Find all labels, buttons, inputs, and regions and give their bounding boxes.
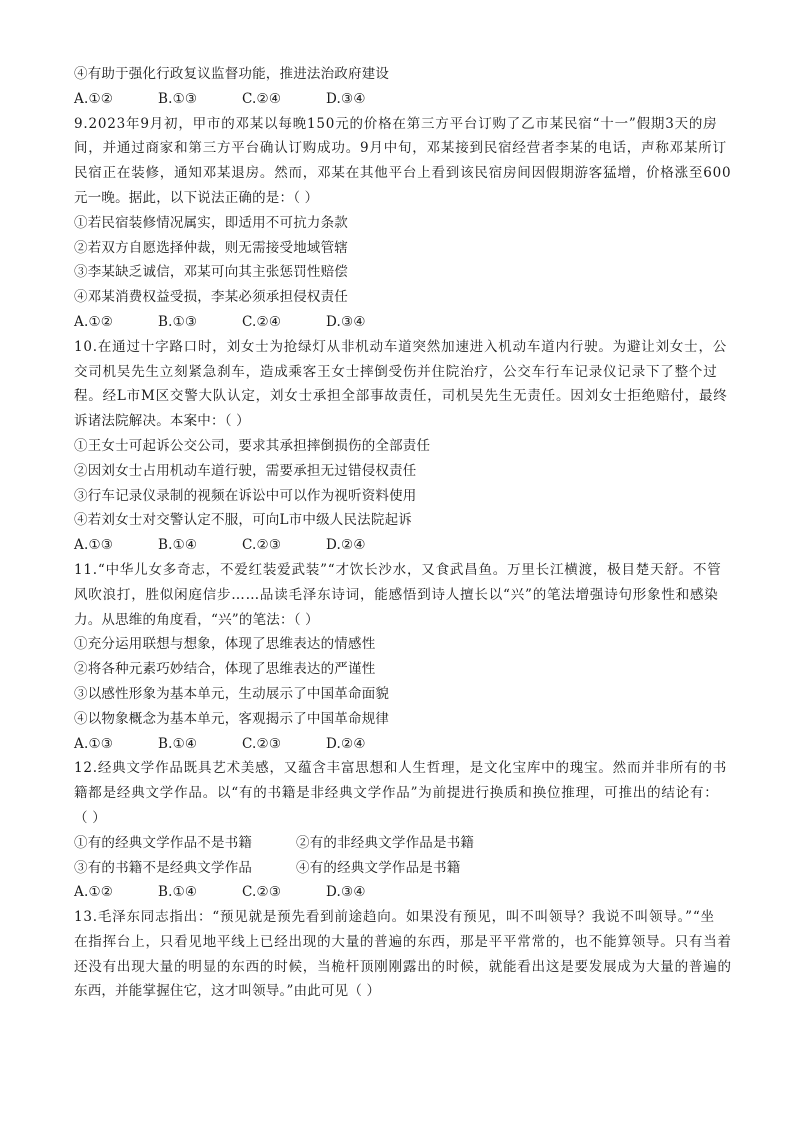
q12-statements-row-1 [74, 831, 734, 856]
exam-questions [74, 62, 734, 1004]
q10-statement-4: ④若刘女士对交警认定不服，可向L市中级人民法院起诉 [74, 512, 412, 529]
q10-options [74, 533, 734, 558]
q9-stem-line-3: 民宿正在装修，通知邓某退房。然而，邓某在其他平台上看到该民宿房间因假期游客猛增，价格涨至600 [74, 165, 732, 182]
q12-stem-line-1: 12.经典文学作品既具艺术美感，又蕴含丰富思想和人生哲理，是文化宝库中的瑰宝。然而并非所有的书 [74, 760, 728, 777]
q10-stem-line-3: 程。经L市M区交警大队认定，刘女士承担全部事故责任，司机吴先生无责任。因刘女士拒绝赔付，最终 [74, 388, 728, 405]
q12-stem-line-3: （ ） [74, 809, 106, 826]
q9-statement-2: ②若双方自愿选择仲裁，则无需接受地域管辖 [74, 239, 348, 256]
q11-option-b: B.①④ [158, 735, 198, 752]
q11-statement-3: ③以感性形象为基本单元，生动展示了中国革命面貌 [74, 685, 390, 702]
q11-statement-4: ④以物象概念为基本单元，客观揭示了中国革命规律 [74, 710, 390, 727]
q8-option-b: B.①③ [158, 90, 198, 107]
q9-statement-3: ③李某缺乏诚信，邓某可向其主张惩罚性赔偿 [74, 264, 348, 281]
q9-statement-1: ①若民宿装修情况属实，即适用不可抗力条款 [74, 214, 348, 231]
q10-stem-line-4: 诉诸法院解决。本案中：（ ） [74, 413, 250, 430]
q8-option-a: A.①② [74, 90, 114, 107]
q12-statement-1: ①有的经典文学作品不是书籍 [74, 834, 253, 851]
q10-option-c: C.②③ [242, 537, 282, 554]
q11-statement-1: ①充分运用联想与想象，体现了思维表达的情感性 [74, 636, 376, 653]
q12-option-d: D.③④ [326, 884, 366, 901]
q9-option-a: A.①② [74, 313, 114, 330]
q11-options [74, 732, 734, 757]
q12-statement-2: ②有的非经典文学作品是书籍 [296, 834, 475, 851]
q12-stem-line-2: 籍都是经典文学作品。以“有的书籍是非经典文学作品”为前提进行换质和换位推理，可推出的结论有： [74, 785, 719, 802]
q13-stem-line-3: 还没有出现大量的明显的东西的时候，当桅杆顶刚刚露出的时候，就能看出这是要发展成为大量的普遍的 [74, 958, 732, 975]
q8-option-d: D.③④ [326, 90, 366, 107]
q9-stem-line-2: 间，并通过商家和第三方平台确认订购成功。9月中旬，邓某接到民宿经营者李某的电话，声称邓某所订 [74, 140, 727, 157]
q11-statement-2: ②将各种元素巧妙结合，体现了思维表达的严谨性 [74, 661, 376, 678]
q11-stem-line-2: 风吹浪打，胜似闲庭信步……品读毛泽东诗词，能感悟到诗人擅长以“兴”的笔法增强诗句形象性和感染 [74, 586, 719, 603]
q9-options [74, 310, 734, 335]
q12-option-c: C.②③ [242, 884, 282, 901]
q9-stem-line-1: 9.2023年9月初，甲市的邓某以每晚150元的价格在第三方平台订购了乙市某民宿“十一”假期3天的房 [74, 115, 718, 132]
q8-option-c: C.②④ [242, 90, 282, 107]
q10-stem-line-1: 10.在通过十字路口时，刘女士为抢绿灯从非机动车道突然加速进入机动车道内行驶。为避让刘女士，公 [74, 338, 728, 355]
q9-stem-line-4: 元一晚。据此，以下说法正确的是：（ ） [74, 189, 319, 206]
q9-option-c: C.②④ [242, 313, 282, 330]
q10-statement-1: ①王女士可起诉公交公司，要求其承担摔倒损伤的全部责任 [74, 437, 431, 454]
q13-stem-line-1: 13.毛泽东同志指出：“预见就是预先看到前途趋向。如果没有预见，叫不叫领导？我说不叫领导。”“坐 [74, 909, 715, 926]
q12-statements-row-2 [74, 856, 734, 881]
q8-statement-4: ④有助于强化行政复议监督功能，推进法治政府建设 [74, 66, 390, 82]
q13-stem-line-2: 在指挥台上，只看见地平线上已经出现的大量的普遍的东西，那是平平常常的，也不能算领导。只有当着 [74, 933, 732, 950]
q10-option-a: A.①③ [74, 537, 114, 554]
q12-option-b: B.①④ [158, 884, 198, 901]
q10-stem-line-2: 交司机吴先生立刻紧急刹车，造成乘客王女士摔倒受伤并住院治疗，公交车行车记录仪记录下了整个过 [74, 363, 718, 380]
q13-stem-line-4: 东西，并能掌握住它，这才叫领导。”由此可见（ ） [74, 983, 381, 1000]
q11-option-c: C.②③ [242, 735, 282, 752]
q12-statement-3: ③有的书籍不是经典文学作品 [74, 859, 253, 876]
q11-option-a: A.①③ [74, 735, 114, 752]
q10-option-b: B.①④ [158, 537, 198, 554]
q12-statement-4: ④有的经典文学作品是书籍 [296, 859, 461, 876]
q10-statement-2: ②因刘女士占用机动车道行驶，需要承担无过错侵权责任 [74, 462, 417, 479]
q8-options [74, 87, 734, 112]
q9-option-d: D.③④ [326, 313, 366, 330]
q11-stem-line-1: 11.“中华儿女多奇志，不爱红装爱武装”“才饮长沙水，又食武昌鱼。万里长江横渡，极目楚天舒。不管 [74, 561, 722, 578]
q11-stem-line-3: 力。从思维的角度看，“兴”的笔法：（ ） [74, 611, 319, 628]
q10-option-d: D.②④ [326, 537, 366, 554]
q12-option-a: A.①② [74, 884, 114, 901]
q9-option-b: B.①③ [158, 313, 198, 330]
q10-statement-3: ③行车记录仪录制的视频在诉讼中可以作为视听资料使用 [74, 487, 417, 504]
q12-options [74, 880, 734, 905]
q11-option-d: D.②④ [326, 735, 366, 752]
q9-statement-4: ④邓某消费权益受损，李某必须承担侵权责任 [74, 289, 348, 306]
